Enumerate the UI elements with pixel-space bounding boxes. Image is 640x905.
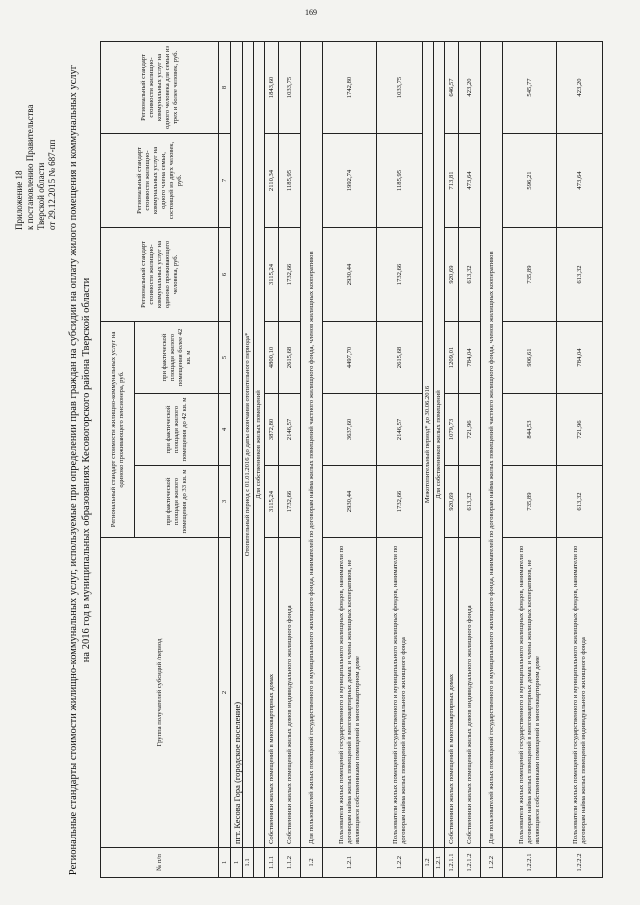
title-line-1: Региональные стандарты стоимости жилищно-коммунальных услуг, используемые при определении прав граждан на субсидии на оплату жилого помещения и коммунальных услуг — [68, 64, 79, 876]
row-number: 1.1 — [243, 848, 254, 878]
value-cell: 721,96 — [557, 394, 603, 466]
value-cell: 545,77 — [503, 41, 557, 133]
table-row — [323, 41, 377, 877]
row-label: Собственники жилых помещений жилых домов индивидуального жилищного фонда — [279, 538, 301, 848]
value-cell: 920,69 — [445, 466, 459, 538]
row-label: Собственники жилых помещений в многоквартирных домах — [445, 538, 459, 848]
table-row — [481, 41, 503, 877]
value-cell: 735,89 — [503, 227, 557, 321]
colnum: 1 — [219, 848, 231, 878]
value-cell: 1033,75 — [279, 41, 301, 133]
value-cell: 1185,95 — [377, 133, 423, 227]
value-cell: 646,57 — [445, 41, 459, 133]
table-row — [243, 41, 254, 877]
section-tenants-2: Для пользователей жилых помещений государственного и муниципального жилищного фонда, нанимателей по договорам найма жилых помещений частного жилищного фонда, членов жилищных кооперативов — [481, 41, 503, 847]
section-owners: Для собственников жилых помещений — [254, 41, 265, 847]
row-number: 1.2.2.1 — [503, 848, 557, 878]
row-number: 1.2.2 — [481, 848, 503, 878]
row-number: 1.1.2 — [279, 848, 301, 878]
value-cell: 2146,57 — [279, 394, 301, 466]
value-cell: 473,64 — [459, 133, 481, 227]
document-title — [67, 60, 93, 880]
row-number: 1.2 — [301, 848, 323, 878]
colnum: 6 — [219, 227, 231, 321]
row-number: 1.1.1 — [265, 848, 279, 878]
value-cell: 3115,24 — [265, 227, 279, 321]
colnum: 8 — [219, 41, 231, 133]
value-cell: 784,04 — [459, 321, 481, 393]
value-cell: 1732,66 — [279, 466, 301, 538]
value-cell: 2615,68 — [377, 321, 423, 393]
column-number-row — [219, 41, 231, 877]
row-label: Пользователи жилых помещений государственного и муниципального жилищных фондов, наниматели по договорам найма жилых помещений индивидуального жилищного фонда — [557, 538, 603, 848]
appendix-line-1: Приложение 18 — [14, 170, 24, 230]
table-row — [503, 41, 557, 877]
value-cell: 1732,66 — [377, 227, 423, 321]
table-row — [434, 41, 445, 877]
header-single-person-standard: Региональный стандарт стоимости жилищно-коммунальных услуг на одиноко проживающего человека, руб. — [101, 227, 219, 321]
row-number: 1.2.1.2 — [459, 848, 481, 878]
value-cell: 2110,34 — [265, 133, 279, 227]
value-cell: 2930,44 — [323, 466, 377, 538]
value-cell: 713,81 — [445, 133, 459, 227]
table-row — [265, 41, 279, 877]
table-row — [459, 41, 481, 877]
header-area-up-to-42: при фактической площади жилого помещения до 42 кв. м — [135, 394, 219, 466]
row-number: 1.2.2 — [377, 848, 423, 878]
standards-table — [100, 41, 603, 878]
value-cell: 1079,73 — [445, 394, 459, 466]
appendix-header — [14, 40, 58, 230]
value-cell: 3115,24 — [265, 466, 279, 538]
value-cell: 613,32 — [459, 227, 481, 321]
section-heating-period: Отопительный период с 01.01.2016 до даты окончания отопительного периода* — [243, 41, 254, 847]
value-cell: 1843,60 — [265, 41, 279, 133]
colnum: 2 — [219, 538, 231, 848]
value-cell: 1992,74 — [323, 133, 377, 227]
value-cell: 423,20 — [459, 41, 481, 133]
value-cell: 721,96 — [459, 394, 481, 466]
value-cell: 1033,75 — [377, 41, 423, 133]
appendix-line-2: к постановлению Правительства — [25, 104, 35, 230]
colnum: 4 — [219, 394, 231, 466]
table-row — [279, 41, 301, 877]
row-number: 1.2.1.1 — [445, 848, 459, 878]
appendix-line-3: Тверской области — [36, 162, 46, 230]
value-cell: 3637,60 — [323, 394, 377, 466]
empty-cell — [254, 848, 265, 878]
row-number: 1.2 — [423, 848, 434, 878]
value-cell: 473,64 — [557, 133, 603, 227]
appendix-line-4: от 29.12.2015 № 687-пп — [47, 139, 57, 230]
table-row — [231, 41, 243, 877]
row-label: Собственники жилых помещений в многоквартирных домах — [265, 538, 279, 848]
page-number: 169 — [305, 8, 317, 17]
value-cell: 423,20 — [557, 41, 603, 133]
title-line-2: на 2016 год в муниципальных образованиях Кесовогорского района Тверской области — [81, 277, 92, 663]
colnum: 7 — [219, 133, 231, 227]
header-area-up-to-33: при фактической площади жилого помещения до 33 кв. м — [135, 466, 219, 538]
row-label: Собственники жилых помещений жилых домов индивидуального жилищного фонда — [459, 538, 481, 848]
section-tenants: Для пользователей жилых помещений государственного и муниципального жилищного фонда, нанимателей по договорам найма жилых помещений частного жилищного фонда, членов жилищных кооперативов — [301, 41, 323, 847]
row-number: 1.2.1 — [323, 848, 377, 878]
table-row — [254, 41, 265, 877]
header-number: № п/п — [101, 848, 219, 878]
value-cell: 1732,66 — [377, 466, 423, 538]
value-cell: 2615,68 — [279, 321, 301, 393]
section-owners-2: Для собственников жилых помещений — [434, 41, 445, 847]
value-cell: 4497,70 — [323, 321, 377, 393]
value-cell: 2930,44 — [323, 227, 377, 321]
table-row — [301, 41, 323, 877]
row-number: 1.2.2.2 — [557, 848, 603, 878]
value-cell: 613,32 — [557, 466, 603, 538]
header-area-over-42: при фактической площади жилого помещения более 42 кв. м — [135, 321, 219, 393]
value-cell: 1185,95 — [279, 133, 301, 227]
value-cell: 784,04 — [557, 321, 603, 393]
colnum: 5 — [219, 321, 231, 393]
rotated-document — [12, 30, 630, 890]
row-number: 1 — [231, 848, 243, 878]
value-cell: 735,89 — [503, 466, 557, 538]
value-cell: 613,32 — [459, 466, 481, 538]
value-cell: 1732,66 — [279, 227, 301, 321]
value-cell: 1209,01 — [445, 321, 459, 393]
settlement-name: пгт. Кесова Гора (городское поселение) — [231, 41, 243, 847]
table-row — [445, 41, 459, 877]
table-row — [557, 41, 603, 877]
value-cell: 844,53 — [503, 394, 557, 466]
table-row — [423, 41, 434, 877]
value-cell: 596,21 — [503, 133, 557, 227]
header-two-person-family-standard: Региональный стандарт стоимости жилищно-коммунальных услуг на одного члена семьи, состоящей из двух человек, руб. — [101, 133, 219, 227]
table-row — [377, 41, 423, 877]
row-number: 1.2.1 — [434, 848, 445, 878]
header-pensioner-standard: Региональный стандарт стоимости жилищно-коммунальных услуг на одиноко проживающего пенсионера, руб. — [101, 321, 135, 537]
value-cell: 4800,10 — [265, 321, 279, 393]
value-cell: 906,61 — [503, 321, 557, 393]
value-cell: 1742,80 — [323, 41, 377, 133]
colnum: 3 — [219, 466, 231, 538]
header-recipient-group: Группа получателей субсидий /период — [101, 538, 219, 848]
row-label: Пользователи жилых помещений государственного и муниципального жилищных фондов, наниматели по договорам найма жилых помещений в многоквартирных домах и члены жилищных кооперативов, не являющиеся собственниками помещений в многоквартирном доме — [323, 538, 377, 848]
header-three-plus-family-standard: Региональный стандарт стоимости жилищно-коммунальных услуг на одного человека для семьи из трех и более человек, руб. — [101, 41, 219, 133]
value-cell: 613,32 — [557, 227, 603, 321]
value-cell: 3872,80 — [265, 394, 279, 466]
value-cell: 2146,57 — [377, 394, 423, 466]
row-label: Пользователи жилых помещений государственного и муниципального жилищных фондов, наниматели по договорам найма жилых помещений в многоквартирных домах и члены жилищных кооперативов, не являющиеся собственниками помещений в многоквартирном доме — [503, 538, 557, 848]
value-cell: 920,69 — [445, 227, 459, 321]
section-interheating-period: Межотопительный период* до 30.06.2016 — [423, 41, 434, 847]
row-label: Пользователи жилых помещений государственного и муниципального жилищных фондов, наниматели по договорам найма жилых помещений индивидуального жилищного фонда — [377, 538, 423, 848]
